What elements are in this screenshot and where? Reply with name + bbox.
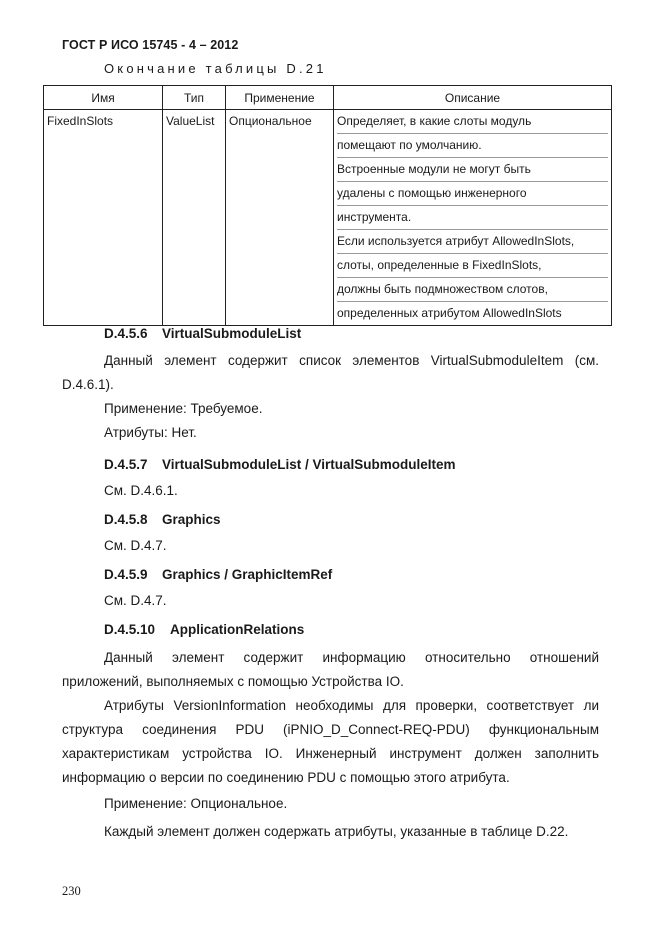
section-number: D.4.5.9 — [104, 567, 148, 582]
col-header-type: Тип — [163, 86, 226, 110]
paragraph: Данный элемент содержит список элементов VirtualSubmoduleItem (см. D.4.6.1). — [62, 353, 599, 392]
attributes-table — [43, 85, 612, 326]
section-number: D.4.5.10 — [104, 622, 156, 637]
table-caption: Окончание таблицы D.21 — [104, 61, 327, 76]
cell-type: ValueList — [163, 110, 226, 326]
section-heading-d456 — [104, 326, 301, 341]
col-header-usage: Применение — [226, 86, 334, 110]
description-line: инструмента. — [337, 206, 608, 230]
description-line: удалены с помощью инженерного — [337, 182, 608, 206]
section-heading-d459 — [104, 567, 332, 582]
col-header-name: Имя — [44, 86, 163, 110]
section-number: D.4.5.7 — [104, 457, 148, 472]
description-line: помещают по умолчанию. — [337, 134, 608, 158]
page-number: 230 — [62, 884, 81, 898]
description-line: должны быть подмножеством слотов, — [337, 278, 608, 302]
reference-text: См. D.4.7. — [104, 593, 167, 608]
section-number: D.4.5.6 — [104, 326, 148, 341]
section-heading-d457 — [104, 457, 456, 472]
paragraph: Данный элемент содержит информацию относительно отношений приложений, выполняемых с помощью Устройства IO. — [62, 650, 599, 689]
description-line: слоты, определенные в FixedInSlots, — [337, 254, 608, 278]
reference-text: См. D.4.7. — [104, 538, 167, 553]
section-title: VirtualSubmoduleList — [162, 326, 302, 341]
cell-name: FixedInSlots — [44, 110, 163, 326]
description-line: Определяет, в какие слоты модуль — [337, 110, 608, 134]
section-title: Graphics / GraphicItemRef — [162, 567, 333, 582]
description-line: определенных атрибутом AllowedInSlots — [337, 306, 562, 320]
document-header: ГОСТ Р ИСО 15745 - 4 – 2012 — [62, 38, 239, 52]
section-heading-d458 — [104, 512, 221, 527]
col-header-description: Описание — [334, 86, 612, 110]
usage-text: Применение: Требуемое. — [104, 401, 263, 416]
table-row — [44, 110, 612, 326]
section-title: VirtualSubmoduleList / VirtualSubmoduleItem — [162, 457, 456, 472]
section-title: Graphics — [162, 512, 221, 527]
description-line: Если используется атрибут AllowedInSlots, — [337, 230, 608, 254]
cell-usage: Опциональное — [226, 110, 334, 326]
paragraph: Каждый элемент должен содержать атрибуты, указанные в таблице D.22. — [104, 824, 569, 839]
reference-text: См. D.4.6.1. — [104, 483, 178, 498]
section-heading-d4510 — [104, 622, 304, 637]
table-header-row — [44, 86, 612, 110]
section-number: D.4.5.8 — [104, 512, 148, 527]
section-title: ApplicationRelations — [170, 622, 305, 637]
attributes-text: Атрибуты: Нет. — [104, 425, 197, 440]
description-line: Встроенные модули не могут быть — [337, 158, 608, 182]
usage-text: Применение: Опциональное. — [104, 796, 288, 811]
cell-description — [334, 110, 612, 326]
paragraph: Атрибуты VersionInformation необходимы для проверки, соответствует ли структура соединения PDU (iPNIO_D_Connect-REQ-PDU) функциональным характеристикам устройства IO. Инженерный инструмент должен заполнить информацию о версии по соединению PDU с помощью этого атрибута. — [62, 698, 599, 785]
